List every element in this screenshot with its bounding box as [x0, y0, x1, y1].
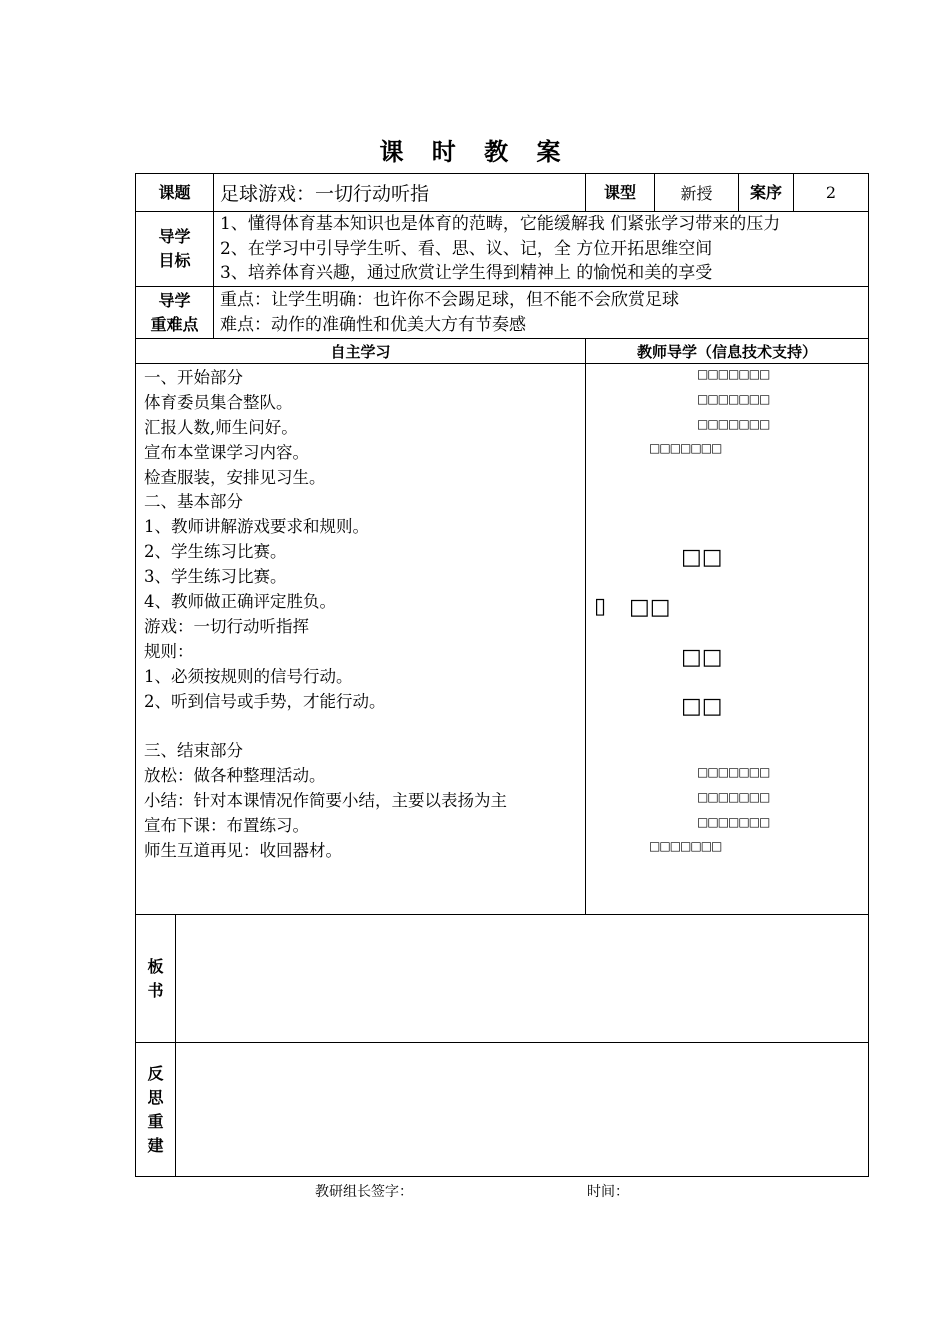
study-line: 小结：针对本课情况作简要小结，主要以表扬为主	[144, 791, 507, 811]
placeholder-glyphs: □□□□□□□	[697, 765, 770, 779]
self-study-content	[136, 364, 586, 915]
board-content	[176, 915, 869, 1043]
study-line	[144, 714, 585, 739]
reflection-content	[176, 1043, 869, 1177]
study-line: 宣布下课：布置练习。	[144, 816, 309, 836]
section-header-row	[136, 339, 869, 364]
content-row	[136, 364, 869, 915]
study-line: 宣布本堂课学习内容。	[144, 442, 309, 462]
goals-row	[136, 212, 869, 287]
study-line: 师生互道再见：收回器材。	[144, 840, 342, 860]
study-line: 1、教师讲解游戏要求和规则。	[144, 517, 369, 537]
board-row	[136, 915, 869, 1043]
difficulty-content	[214, 287, 869, 339]
topic-value: 足球游戏：一切行动听指	[214, 174, 586, 212]
study-line: 检查服装，安排见习生。	[144, 467, 326, 487]
study-line: 三、结束部分	[144, 741, 243, 761]
study-line: 3、学生练习比赛。	[144, 567, 287, 587]
reflection-label-char: 思	[147, 1087, 164, 1107]
goals-label	[136, 212, 214, 287]
seq-label: 案序	[739, 174, 794, 212]
board-label	[136, 915, 176, 1043]
reflection-label-char: 反	[147, 1063, 164, 1083]
difficulty-label	[136, 287, 214, 339]
page-title: 课 时 教 案	[379, 138, 571, 166]
study-line: 规则：	[144, 641, 194, 661]
goal-item: 2、在学习中引导学生听、看、思、议、记，全 方位开拓思维空间	[220, 238, 713, 259]
seq-value: 2	[794, 174, 869, 212]
difficulty-label-line1: 导学	[158, 290, 191, 310]
study-line: 放松：做各种整理活动。	[144, 766, 326, 786]
placeholder-glyphs: □□□□□□□	[697, 367, 770, 381]
type-value: 新授	[655, 174, 739, 212]
difficulty-label-line2: 重难点	[150, 314, 199, 334]
placeholder-glyphs-large: □□	[629, 595, 671, 620]
goal-item: 3、培养体育兴趣，通过欣赏让学生得到精神上 的愉悦和美的享受	[220, 263, 713, 284]
teacher-guide-header: 教师导学（信息技术支持）	[586, 339, 869, 364]
study-line: 二、基本部分	[144, 492, 243, 512]
difficulty-item: 重点：让学生明确：也许你不会踢足球，但不能不会欣赏足球	[220, 290, 680, 310]
study-line: 4、教师做正确评定胜负。	[144, 592, 336, 612]
teacher-guide-content	[586, 364, 869, 915]
goals-label-line1: 导学	[158, 227, 191, 246]
signature-label: 教研组长签字：	[315, 1184, 413, 1200]
board-label-char: 板	[147, 956, 164, 976]
topic-row	[136, 174, 869, 212]
placeholder-glyphs-large: □□	[681, 694, 723, 719]
study-line: 1、必须按规则的信号行动。	[144, 666, 353, 686]
study-line: 体育委员集合整队。	[144, 392, 293, 412]
study-line: 一、开始部分	[144, 368, 243, 387]
placeholder-glyphs: □□□□□□□	[649, 441, 722, 455]
difficulty-row	[136, 287, 869, 339]
study-line: 游戏：一切行动听指挥	[144, 616, 309, 636]
goals-label-line2: 目标	[158, 251, 191, 270]
lesson-plan-table	[135, 173, 869, 1177]
study-line: 2、听到信号或手势，才能行动。	[144, 691, 386, 711]
reflection-row	[136, 1043, 869, 1177]
placeholder-glyphs: □□□□□□□	[697, 790, 770, 804]
reflection-label-char: 重	[147, 1111, 164, 1131]
placeholder-glyph-single: ▯	[594, 594, 607, 619]
board-label-char: 书	[147, 980, 164, 1000]
reflection-label-char: 建	[147, 1135, 164, 1155]
placeholder-glyphs: □□□□□□□	[697, 417, 770, 431]
placeholder-glyphs: □□□□□□□	[697, 392, 770, 406]
type-label: 课型	[586, 174, 655, 212]
placeholder-glyphs: □□□□□□□	[649, 839, 722, 853]
reflection-label	[136, 1043, 176, 1177]
placeholder-glyphs: □□□□□□□	[697, 815, 770, 829]
goal-item: 1、懂得体育基本知识也是体育的范畴，它能缓解我 们紧张学习带来的压力	[220, 214, 781, 235]
difficulty-item: 难点：动作的准确性和优美大方有节奏感	[220, 314, 527, 335]
study-line: 2、学生练习比赛。	[144, 542, 287, 562]
placeholder-glyphs-large: □□	[681, 545, 723, 570]
topic-label: 课题	[136, 174, 214, 212]
study-line: 汇报人数,师生问好。	[144, 417, 298, 437]
time-label: 时间：	[587, 1184, 629, 1200]
goals-content	[214, 212, 869, 287]
placeholder-glyphs-large: □□	[681, 645, 723, 670]
self-study-header: 自主学习	[136, 339, 586, 364]
